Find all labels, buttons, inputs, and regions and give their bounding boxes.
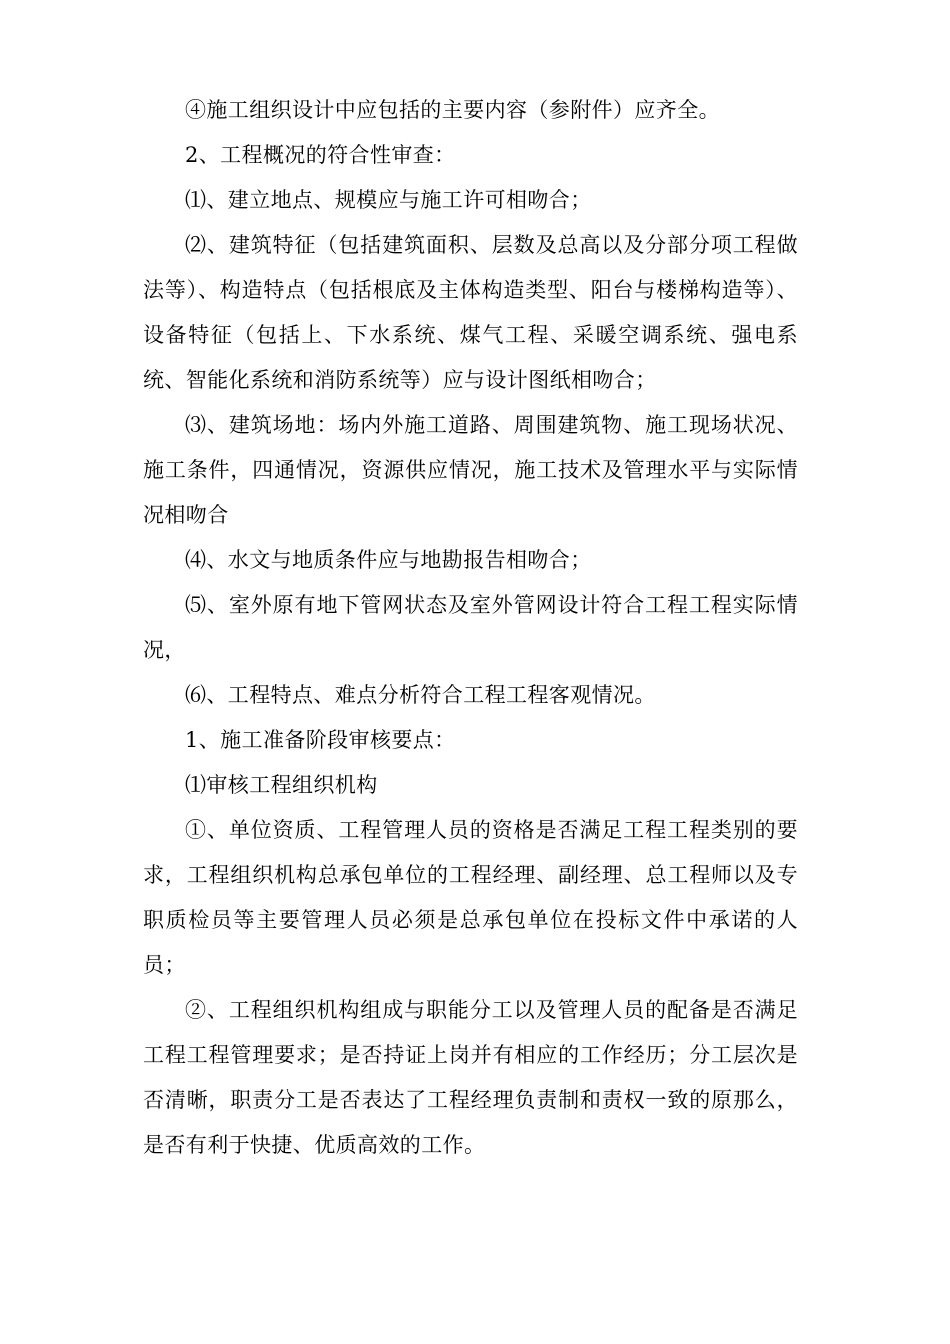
document-body [143,88,798,1168]
paragraph-location-scale: ⑴、建立地点、规模应与施工许可相吻合； [185,188,592,212]
paragraph-building-site: ⑶、建筑场地：场内外施工道路、周围建筑物、施工现场状况、施工条件，四通情况，资源供应情况，施工技术及管理水平与实际情况相吻合 [143,413,798,527]
heading-review-project-organization: ⑴审核工程组织机构 [185,773,378,797]
paragraph-hydrology-geology: ⑷、水文与地质条件应与地勘报告相吻合； [185,548,592,572]
heading-preparation-stage-review: 1、施工准备阶段审核要点： [185,728,456,752]
paragraph-qualifications-personnel: ①、单位资质、工程管理人员的资格是否满足工程工程类别的要求，工程组织机构总承包单位的工程经理、副经理、总工程师以及专职质检员等主要管理人员必须是总承包单位在投标文件中承诺的人员； [143,818,798,977]
paragraph-organization-composition: ②、工程组织机构组成与职能分工以及管理人员的配备是否满足工程工程管理要求；是否持证上岗并有相应的工作经历；分工层次是否清晰，职责分工是否表达了工程经理负责制和责权一致的原那么，是否有利于快捷、优质高效的工作。 [143,998,798,1157]
paragraph-underground-pipes: ⑸、室外原有地下管网状态及室外管网设计符合工程工程实际情况， [143,593,798,662]
paragraph-building-features: ⑵、建筑特征（包括建筑面积、层数及总高以及分部分项工程做法等）、构造特点（包括根底及主体构造类型、阳台与楼梯构造等）、设备特征（包括上、下水系统、煤气工程、采暖空调系统、强电系统、智能化系统和消防系统等）应与设计图纸相吻合； [143,233,798,392]
paragraph-project-difficulties: ⑹、工程特点、难点分析符合工程工程客观情况。 [185,683,656,707]
heading-project-overview-review: 2、工程概况的符合性审查： [185,143,456,167]
paragraph-construction-plan-contents: ④施工组织设计中应包括的主要内容（参附件）应齐全。 [185,98,720,122]
